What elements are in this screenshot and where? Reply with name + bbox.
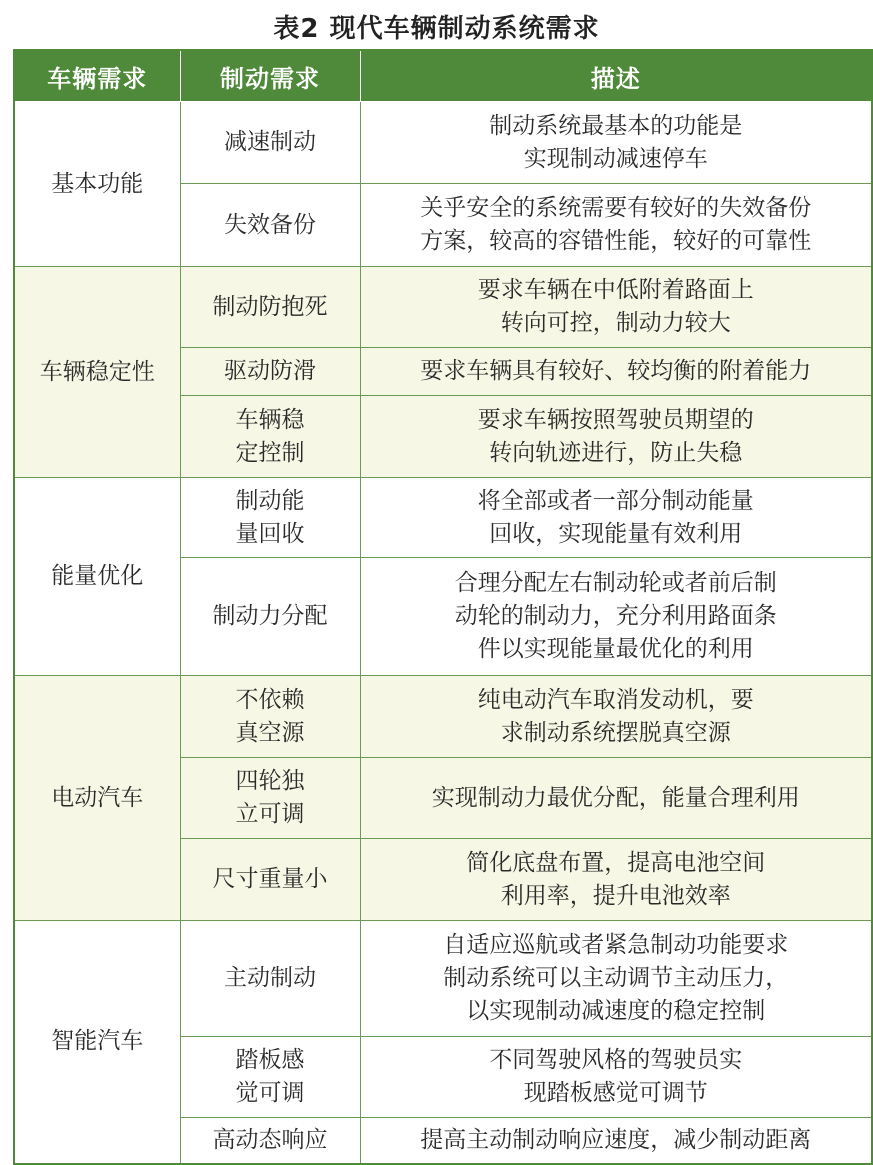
description-cell: 不同驾驶风格的驾驶员实 现踏板感觉可调节 <box>360 1037 872 1118</box>
header-description: 描述 <box>360 50 872 102</box>
group-label: 基本功能 <box>14 102 180 267</box>
brake-need-cell: 驱动防滑 <box>180 348 360 396</box>
description-cell: 提高主动制动响应速度，减少制动距离 <box>360 1118 872 1164</box>
brake-need-cell: 主动制动 <box>180 921 360 1037</box>
description-cell: 要求车辆具有较好、较均衡的附着能力 <box>360 348 872 396</box>
header-vehicle-need: 车辆需求 <box>14 50 180 102</box>
table-row <box>14 921 872 1037</box>
brake-need-cell: 失效备份 <box>180 184 360 267</box>
brake-need-cell: 高动态响应 <box>180 1118 360 1164</box>
brake-need-cell: 制动防抱死 <box>180 267 360 348</box>
header-brake-need: 制动需求 <box>180 50 360 102</box>
description-cell: 纯电动汽车取消发动机，要 求制动系统摆脱真空源 <box>360 676 872 758</box>
description-cell: 自适应巡航或者紧急制动功能要求 制动系统可以主动调节主动压力， 以实现制动减速度的稳定控制 <box>360 921 872 1037</box>
brake-need-cell: 减速制动 <box>180 102 360 184</box>
brake-need-cell: 制动力分配 <box>180 558 360 676</box>
header-row <box>14 50 872 102</box>
table-title: 表2 现代车辆制动系统需求 <box>273 14 600 44</box>
description-cell: 合理分配左右制动轮或者前后制 动轮的制动力，充分利用路面条 件以实现能量最优化的利用 <box>360 558 872 676</box>
table-row <box>14 102 872 184</box>
group-label: 能量优化 <box>14 478 180 676</box>
description-cell: 实现制动力最优分配，能量合理利用 <box>360 758 872 839</box>
group-label: 电动汽车 <box>14 676 180 921</box>
brake-need-cell: 不依赖 真空源 <box>180 676 360 758</box>
description-cell: 简化底盘布置，提高电池空间 利用率，提升电池效率 <box>360 839 872 921</box>
description-cell: 要求车辆按照驾驶员期望的 转向轨迹进行，防止失稳 <box>360 396 872 478</box>
group-label: 智能汽车 <box>14 921 180 1164</box>
brake-need-cell: 制动能 量回收 <box>180 478 360 558</box>
group-label: 车辆稳定性 <box>14 267 180 478</box>
description-cell: 将全部或者一部分制动能量 回收，实现能量有效利用 <box>360 478 872 558</box>
table-row <box>14 478 872 558</box>
description-cell: 关乎安全的系统需要有较好的失效备份 方案，较高的容错性能，较好的可靠性 <box>360 184 872 267</box>
description-cell: 制动系统最基本的功能是 实现制动减速停车 <box>360 102 872 184</box>
description-cell: 要求车辆在中低附着路面上 转向可控，制动力较大 <box>360 267 872 348</box>
table-row <box>14 267 872 348</box>
brake-need-cell: 车辆稳 定控制 <box>180 396 360 478</box>
brake-requirements-table <box>13 49 873 1165</box>
brake-need-cell: 四轮独 立可调 <box>180 758 360 839</box>
table-row <box>14 676 872 758</box>
brake-need-cell: 尺寸重量小 <box>180 839 360 921</box>
brake-need-cell: 踏板感 觉可调 <box>180 1037 360 1118</box>
